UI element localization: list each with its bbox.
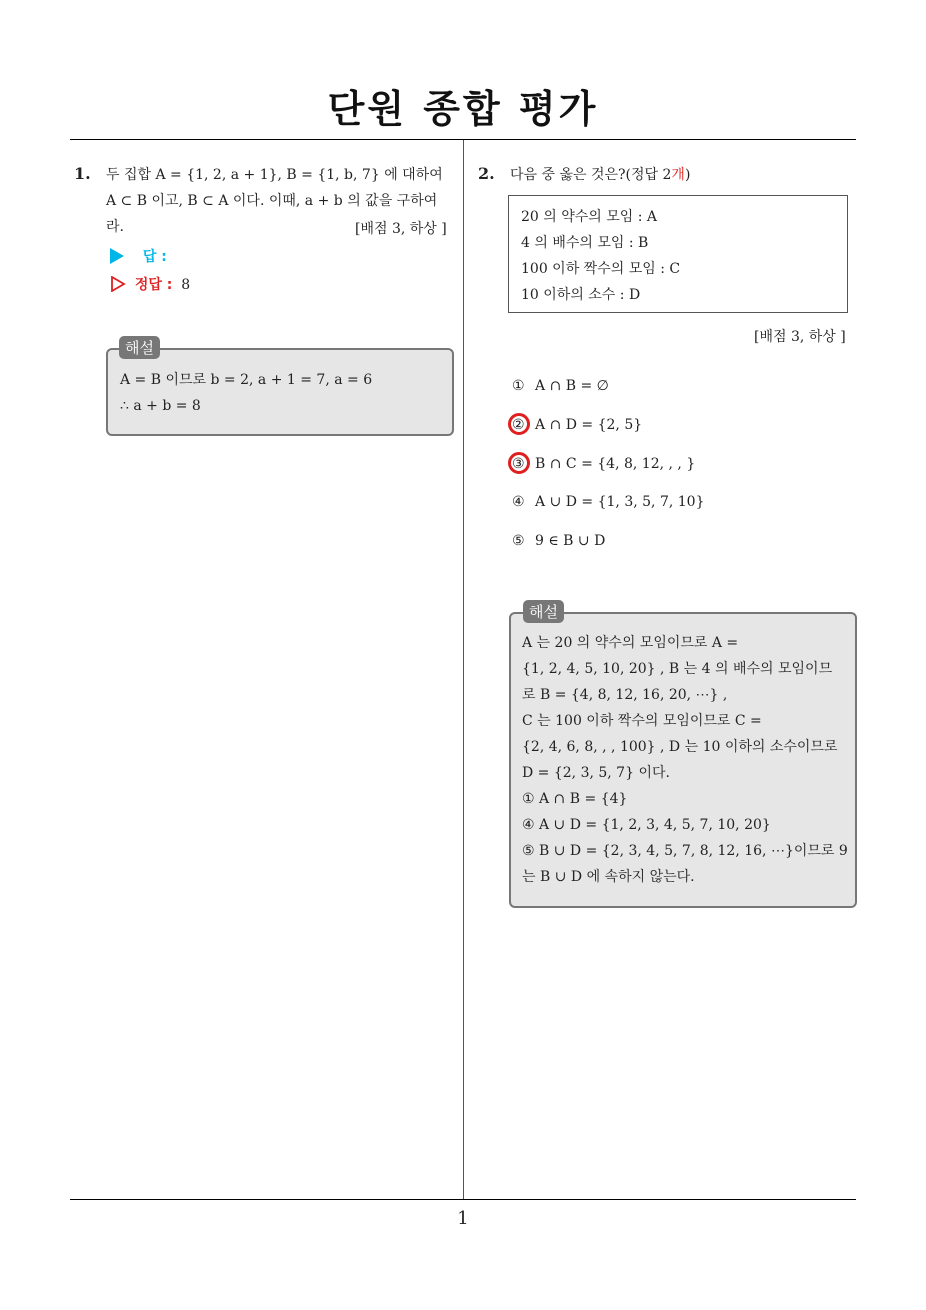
solution-line: ① A ∩ B = {4} <box>522 791 628 807</box>
prompt-text: ) <box>684 167 691 183</box>
question-1-score: [배점 3, 하상 ] <box>355 221 447 237</box>
answer-row <box>110 246 167 266</box>
solution-line: A 는 20 의 약수의 모임이므로 A = <box>522 635 739 651</box>
correct-answer-label: 정답 : <box>134 277 173 293</box>
solution-tag: 해설 <box>523 600 564 623</box>
question-2-score: [배점 3, 하상 ] <box>754 329 846 345</box>
choice-3[interactable] <box>512 452 695 476</box>
choice-5[interactable] <box>512 529 605 553</box>
choice-text: A ∪ D = {1, 3, 5, 7, 10} <box>535 494 705 510</box>
prompt-text: 다음 중 옳은 것은?(정답 2 <box>510 167 672 183</box>
condition-line: 10 이하의 소수 : D <box>521 287 641 303</box>
solution-line: D = {2, 3, 5, 7} 이다. <box>522 765 670 781</box>
solution-line: A = B 이므로 b = 2, a + 1 = 7, a = 6 <box>120 372 373 388</box>
condition-line: 4 의 배수의 모임 : B <box>521 235 649 251</box>
choice-text: A ∩ B = ∅ <box>535 378 609 394</box>
answer-label: 답 : <box>142 249 167 265</box>
choice-text: 9 ∈ B ∪ D <box>535 533 606 549</box>
choice-number: ③ <box>512 456 525 472</box>
question-1-line: 라. <box>106 219 124 235</box>
solution-line: ⑤ B ∪ D = {2, 3, 4, 5, 7, 8, 12, 16, ⋯}이므로 9 <box>522 843 848 859</box>
solution-line: {1, 2, 4, 5, 10, 20} , B 는 4 의 배수의 모임이므 <box>522 661 833 677</box>
question-1-number: 1. <box>74 164 91 183</box>
solution-line: ∴ a + b = 8 <box>120 398 201 414</box>
choice-text: A ∩ D = {2, 5} <box>535 417 643 433</box>
play-icon <box>110 248 124 264</box>
correct-mark-icon <box>508 452 530 474</box>
question-2-prompt <box>510 162 690 188</box>
choice-number: ① <box>512 378 525 394</box>
question-2-number: 2. <box>478 164 495 183</box>
correct-answer-value: 8 <box>181 277 191 293</box>
choice-text: B ∩ C = {4, 8, 12, , , } <box>535 456 696 472</box>
play-outline-icon <box>110 276 126 292</box>
choice-2[interactable] <box>512 413 642 437</box>
solution-2-text <box>522 630 848 890</box>
solution-line: {2, 4, 6, 8, , , 100} , D 는 10 이하의 소수이므로 <box>522 739 838 755</box>
solution-line: 로 B = {4, 8, 12, 16, 20, ⋯} , <box>522 687 728 703</box>
choice-number: ⑤ <box>512 533 525 549</box>
solution-line: ④ A ∪ D = {1, 2, 3, 4, 5, 7, 10, 20} <box>522 817 771 833</box>
page-title: 단원 종합 평가 <box>327 87 599 131</box>
conditions-box <box>508 195 848 313</box>
question-1-line: 두 집합 A = {1, 2, a + 1}, B = {1, b, 7} 에 대하여 <box>106 167 443 183</box>
correct-answer-row <box>110 274 190 294</box>
choice-4[interactable] <box>512 490 704 514</box>
solution-tag: 해설 <box>119 336 160 359</box>
condition-line: 20 의 약수의 모임 : A <box>521 209 658 225</box>
correct-mark-icon <box>508 413 530 435</box>
choice-number: ② <box>512 417 525 433</box>
prompt-highlight: 개 <box>671 167 685 183</box>
solution-1-text <box>120 367 440 419</box>
page-number: 1 <box>457 1208 469 1229</box>
condition-line: 100 이하 짝수의 모임 : C <box>521 261 681 277</box>
question-1-line: A ⊂ B 이고, B ⊂ A 이다. 이때, a + b 의 값을 구하여 <box>106 193 438 209</box>
choice-number: ④ <box>512 494 525 510</box>
solution-line: 는 B ∪ D 에 속하지 않는다. <box>522 869 695 885</box>
choice-1[interactable] <box>512 374 609 398</box>
column-divider <box>463 140 464 1200</box>
solution-line: C 는 100 이하 짝수의 모임이므로 C = <box>522 713 762 729</box>
footer-divider <box>70 1199 856 1200</box>
